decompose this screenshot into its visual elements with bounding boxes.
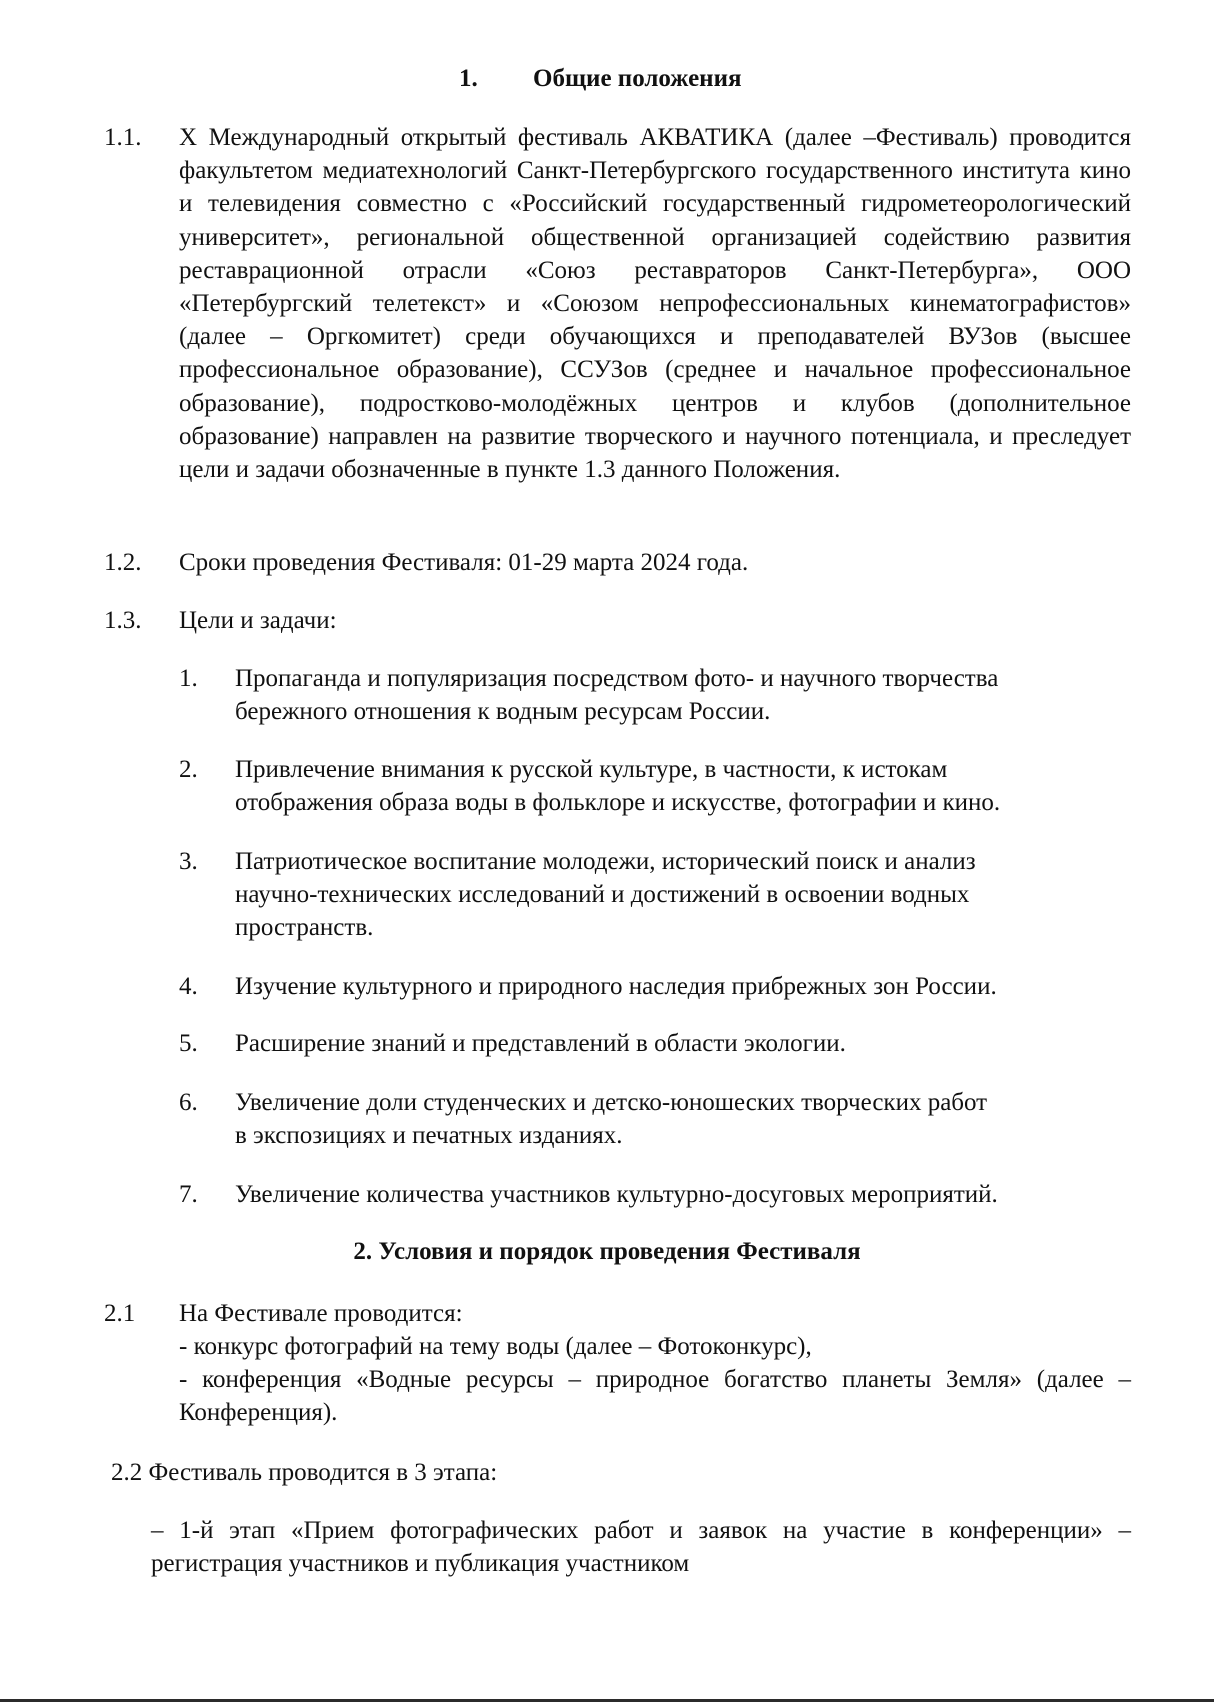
clause-1-2-text: Сроки проведения Фестиваля: 01-29 марта 2024 года. <box>179 549 749 576</box>
goal-number: 7. <box>179 1181 198 1208</box>
clause-1-3-number: 1.3. <box>104 607 142 634</box>
goal-line: Патриотическое воспитание молодежи, исторический поиск и анализ <box>235 848 976 875</box>
goal-item <box>235 970 997 1003</box>
goal-number: 5. <box>179 1030 198 1057</box>
goal-number: 3. <box>179 848 198 875</box>
goal-item <box>235 753 1000 819</box>
clause-1-2-number: 1.2. <box>104 549 142 576</box>
goal-item <box>235 1178 998 1211</box>
goal-line: бережного отношения к водным ресурсам России. <box>235 698 771 725</box>
goal-item <box>235 1027 846 1060</box>
clause-1-1-text: X Международный открытый фестиваль АКВАТИКА (далее –Фестиваль) проводится факультетом медиатехнологий Санкт-Петербургского государственного института кино и телевидения совместно с «Российский государственный гидрометеорологический университет», региональной общественной организацией содействию развития реставрационной отрасли «Союз реставраторов Санкт-Петербурга», ООО «Петербургский телетекст» и «Союзом непрофессиональных кинематографистов» (далее – Оргкомитет) среди обучающихся и преподавателей ВУЗов (высшее профессиональное образование), ССУЗов (среднее и начальное профессиональное образование), подростково-молодёжных центров и клубов (дополнительное образование) направлен на развитие творческого и научного потенциала, и преследует цели и задачи обозначенные в пункте 1.3 данного Положения. <box>179 124 1131 484</box>
goal-line: в экспозициях и печатных изданиях. <box>235 1122 623 1149</box>
goal-item <box>235 845 976 944</box>
section-1-heading <box>459 64 742 94</box>
goal-line: пространств. <box>235 914 374 941</box>
goal-line: отображения образа воды в фольклоре и искусстве, фотографии и кино. <box>235 789 1001 816</box>
goal-line: Привлечение внимания к русской культуре, в частности, к истокам <box>235 756 948 783</box>
clause-2-1-item-photo-contest: - конкурс фотографий на тему воды (далее – Фотоконкурс), <box>179 1333 812 1360</box>
clause-2-1-number: 2.1 <box>104 1300 136 1327</box>
goal-line: Увеличение количества участников культурно-досуговых мероприятий. <box>235 1181 998 1208</box>
clause-1-1-number: 1.1. <box>104 124 142 151</box>
goal-number: 4. <box>179 973 198 1000</box>
goal-line: Изучение культурного и природного наследия прибрежных зон России. <box>235 973 997 1000</box>
goal-line: научно-технических исследований и достижений в освоении водных <box>235 881 970 908</box>
clause-2-1-item-conference: - конференция «Водные ресурсы – природное богатство планеты Земля» (далее – Конференция). <box>179 1366 1131 1427</box>
stage-1-text: – 1-й этап «Прием фотографических работ и заявок на участие в конференции» – регистрация участников и публикация участником <box>151 1517 1131 1578</box>
goal-line: Увеличение доли студенческих и детско-юношеских творческих работ <box>235 1089 988 1116</box>
goal-number: 6. <box>179 1089 198 1116</box>
clause-2-1-intro: На Фестивале проводится: <box>179 1300 463 1327</box>
clause-2-2-text: 2.2 Фестиваль проводится в 3 этапа: <box>111 1459 498 1486</box>
clause-1-3-text: Цели и задачи: <box>179 607 337 634</box>
goal-number: 1. <box>179 665 198 692</box>
goal-item <box>235 1086 987 1152</box>
section-1-title: Общие положения <box>533 65 742 92</box>
goal-item <box>235 662 998 728</box>
goal-line: Расширение знаний и представлений в области экологии. <box>235 1030 846 1057</box>
section-2-heading: 2. Условия и порядок проведения Фестиваля <box>353 1238 861 1265</box>
section-1-number: 1. <box>459 65 478 92</box>
goal-number: 2. <box>179 756 198 783</box>
goal-line: Пропаганда и популяризация посредством фото- и научного творчества <box>235 665 999 692</box>
